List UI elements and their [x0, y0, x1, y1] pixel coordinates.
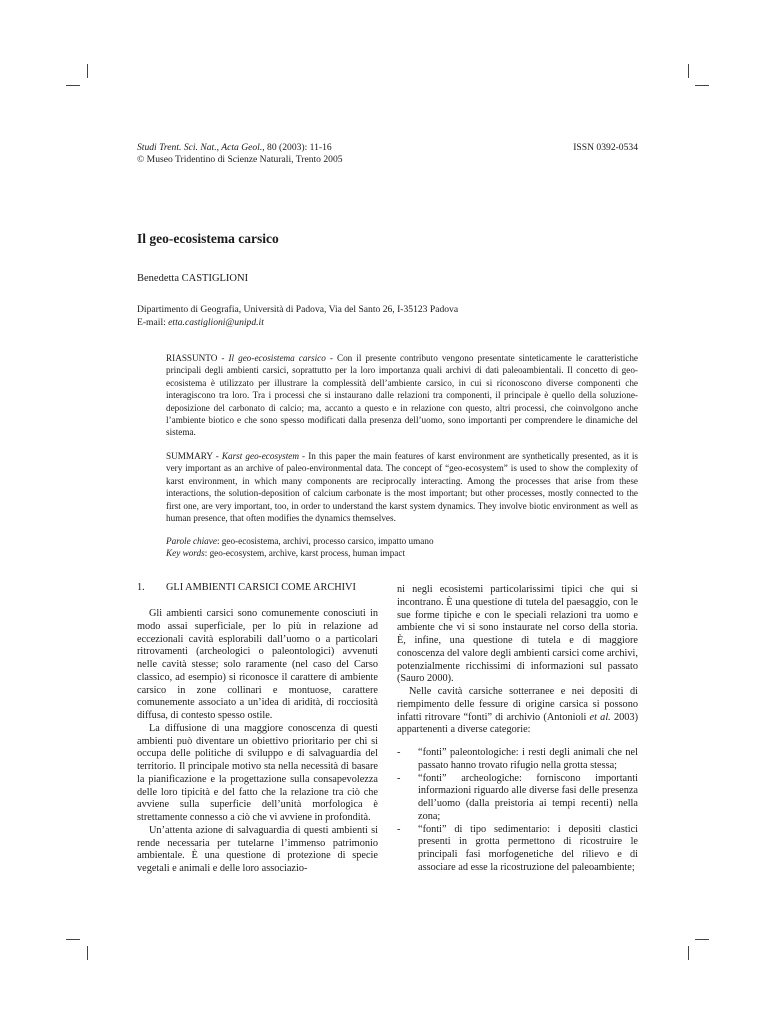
- riassunto-title: Il geo-ecosistema carsico: [228, 353, 326, 363]
- riassunto: [166, 352, 638, 439]
- crop-mark-bottom-right-v: [688, 946, 689, 960]
- crop-mark-bottom-left-v: [87, 946, 88, 960]
- article-title: Il geo-ecosistema carsico: [137, 231, 279, 246]
- section-heading: [137, 582, 356, 593]
- journal-name: Studi Trent. Sci. Nat., Acta Geol.: [137, 142, 263, 153]
- body-paragraph: ni negli ecosistemi particolarissimi tipici che qui si incontrano. È una questione di tutela del paesaggio, con le sue forme tipiche e con le speciali relazioni tra uomo e ambiente che vi si sono instaurate nel corso della storia. È, infine, una questione di tutela e di maggiore conoscenza del valore degli ambienti carsici come archivi, potenzialmente ricchissimi di informazioni sul passato (Sauro 2000).: [397, 584, 638, 685]
- list-item: [397, 747, 638, 773]
- crop-mark-top-right-v: [688, 64, 689, 78]
- list-item: [397, 824, 638, 875]
- crop-mark-top-right-h: [695, 85, 709, 86]
- email-label: E-mail:: [137, 316, 169, 328]
- right-column: [397, 584, 638, 875]
- keywords-it-text: : geo-ecosistema, archivi, processo carsico, impatto umano: [216, 536, 434, 546]
- body-paragraph: La diffusione di una maggiore conoscenza di questi ambienti può diventare un obiettivo prioritario per chi si occupa delle politiche di sviluppo e di salvaguardia del territorio. Il principale motivo sta nella necessità di basare la pianificazione e la progettazione sulla consapevolezza delle loro tipicità e del fatto che la relazione tra ciò che avviene sulla superficie dell’unità morfologica è strettamente connesso a ciò che vi avviene in profondità.: [137, 722, 378, 823]
- list-item: [397, 773, 638, 824]
- et-al: et al.: [589, 711, 611, 723]
- section-number: 1.: [137, 582, 145, 593]
- affiliation-address: Dipartimento di Geografia, Università di Padova, Via del Santo 26, I-35123 Padova: [137, 304, 459, 315]
- crop-mark-bottom-right-h: [695, 939, 709, 940]
- summary: [166, 450, 638, 524]
- body-text: Nelle cavità carsiche sotterranee e nei depositi di riempimento delle fessure di origine carsica si possono infatti ritrovare “fonti” di archivio (Antonioli: [397, 686, 638, 723]
- keywords-en-label: Key words: [166, 548, 205, 559]
- riassunto-text: - Con il presente contributo vengono presentate sinteticamente le caratteristiche principali degli ambienti carsici, soprattutto per la loro importanza quali archivi di dati paleoambientali. Il concetto di geo-ecosistema è utilizzato per illustrare la complessità dell’ambiente carsico, in cui si riconoscono diverse componenti che interagiscono tra loro. Tra i processi che si instaurano dalle relazioni tra componenti, il principale è quello della soluzione-deposizione del carbonato di calcio; ma, accanto a questo e in relazione con questo, altri processi, che coinvolgono anche l’ambiente biotico e che sono spesso modificati dalla presenza dell’uomo, sono importanti per comprendere le dinamiche del sistema.: [166, 353, 638, 438]
- summary-title: Karst geo-ecosystem: [221, 451, 299, 461]
- copyright: © Museo Tridentino di Scienze Naturali, Trento 2005: [137, 154, 343, 165]
- journal-volume: , 80 (2003): 11-16: [262, 142, 332, 153]
- body-paragraph: Un’attenta azione di salvaguardia di questi ambienti si rende necessaria per tutelarne l’immenso patrimonio ambientale. È una questione di protezione di specie vegetali e animali e delle loro associazio-: [137, 824, 378, 874]
- keywords-english: [166, 547, 638, 559]
- email-address: etta.castiglioni@unipd.it: [168, 316, 264, 328]
- list-item-text: “fonti” archeologiche: forniscono importanti informazioni riguardo alle diverse fasi delle presenza dell’uomo (dalla preistoria ai tempi recenti) nella zona;: [418, 772, 638, 822]
- keywords-it-label: Parole chiave: [166, 536, 217, 546]
- crop-mark-top-left-v: [87, 64, 88, 78]
- list-dash: -: [397, 772, 401, 784]
- body-paragraph: Gli ambienti carsici sono comunemente conosciuti in modo assai superficiale, per lo più in relazione ad eccezionali cavità esplorabili dall’uomo o a particolari ritrovamenti (archeologici o paleontologici) avvenuti nelle cavità stesse; solo raramente (nel caso del Carso classico, ad esempio) si riconosce il carattere di ambiente carsico in zone collinari e montuose, carattere comunemente associato a un’idea di aridità, di rocciosità diffusa, di contesto spesso ostile.: [137, 608, 378, 721]
- list-dash: -: [397, 747, 401, 758]
- crop-mark-bottom-left-h: [66, 939, 80, 940]
- author-name: Benedetta CASTIGLIONI: [137, 273, 249, 284]
- section-title: GLI AMBIENTI CARSICI COME ARCHIVI: [166, 582, 356, 593]
- issn: ISSN 0392-0534: [573, 142, 638, 153]
- keywords: [166, 535, 638, 560]
- summary-label: SUMMARY -: [166, 451, 222, 461]
- archive-sources-list: [397, 747, 638, 875]
- riassunto-label: RIASSUNTO -: [166, 353, 229, 363]
- crop-mark-top-left-h: [66, 85, 80, 86]
- body-text: 2003) appartenenti a diverse categorie:: [397, 711, 638, 736]
- list-dash: -: [397, 823, 401, 835]
- list-item-text: “fonti” paleontologiche: i resti degli animali che nel passato hanno trovato rifugio nella grotta stessa;: [418, 747, 638, 771]
- summary-text: - In this paper the main features of karst environment are synthetically presented, as it is very important as an archive of paleo-environmental data. The concept of “geo-ecosystem” is used to show the complexity of karst environment, in which many components are reciprocally interacting. Among the processes that arise from these interactions, the solution-deposition of calcium carbonate is the most important; but other processes, mostly connected to the first one, are very important, too, in order to understand the karst system dynamics. They involve biotic environment as well as human presence, that often modifies the dynamics themselves.: [166, 451, 638, 524]
- list-item-text: “fonti” di tipo sedimentario: i depositi clastici presenti in grotta permettono di ricostruire le principali fasi morfogenetiche del rilievo e di associare ad esse la ricostruzione del paleoambiente;: [418, 823, 638, 873]
- journal-citation: [137, 142, 332, 155]
- keywords-italian: [166, 535, 638, 547]
- affiliation-email-line: [137, 317, 458, 330]
- affiliation: [137, 304, 458, 329]
- left-column: [137, 608, 378, 876]
- keywords-en-text: : geo-ecosystem, archive, karst process, human impact: [204, 548, 405, 559]
- body-paragraph: [397, 686, 638, 737]
